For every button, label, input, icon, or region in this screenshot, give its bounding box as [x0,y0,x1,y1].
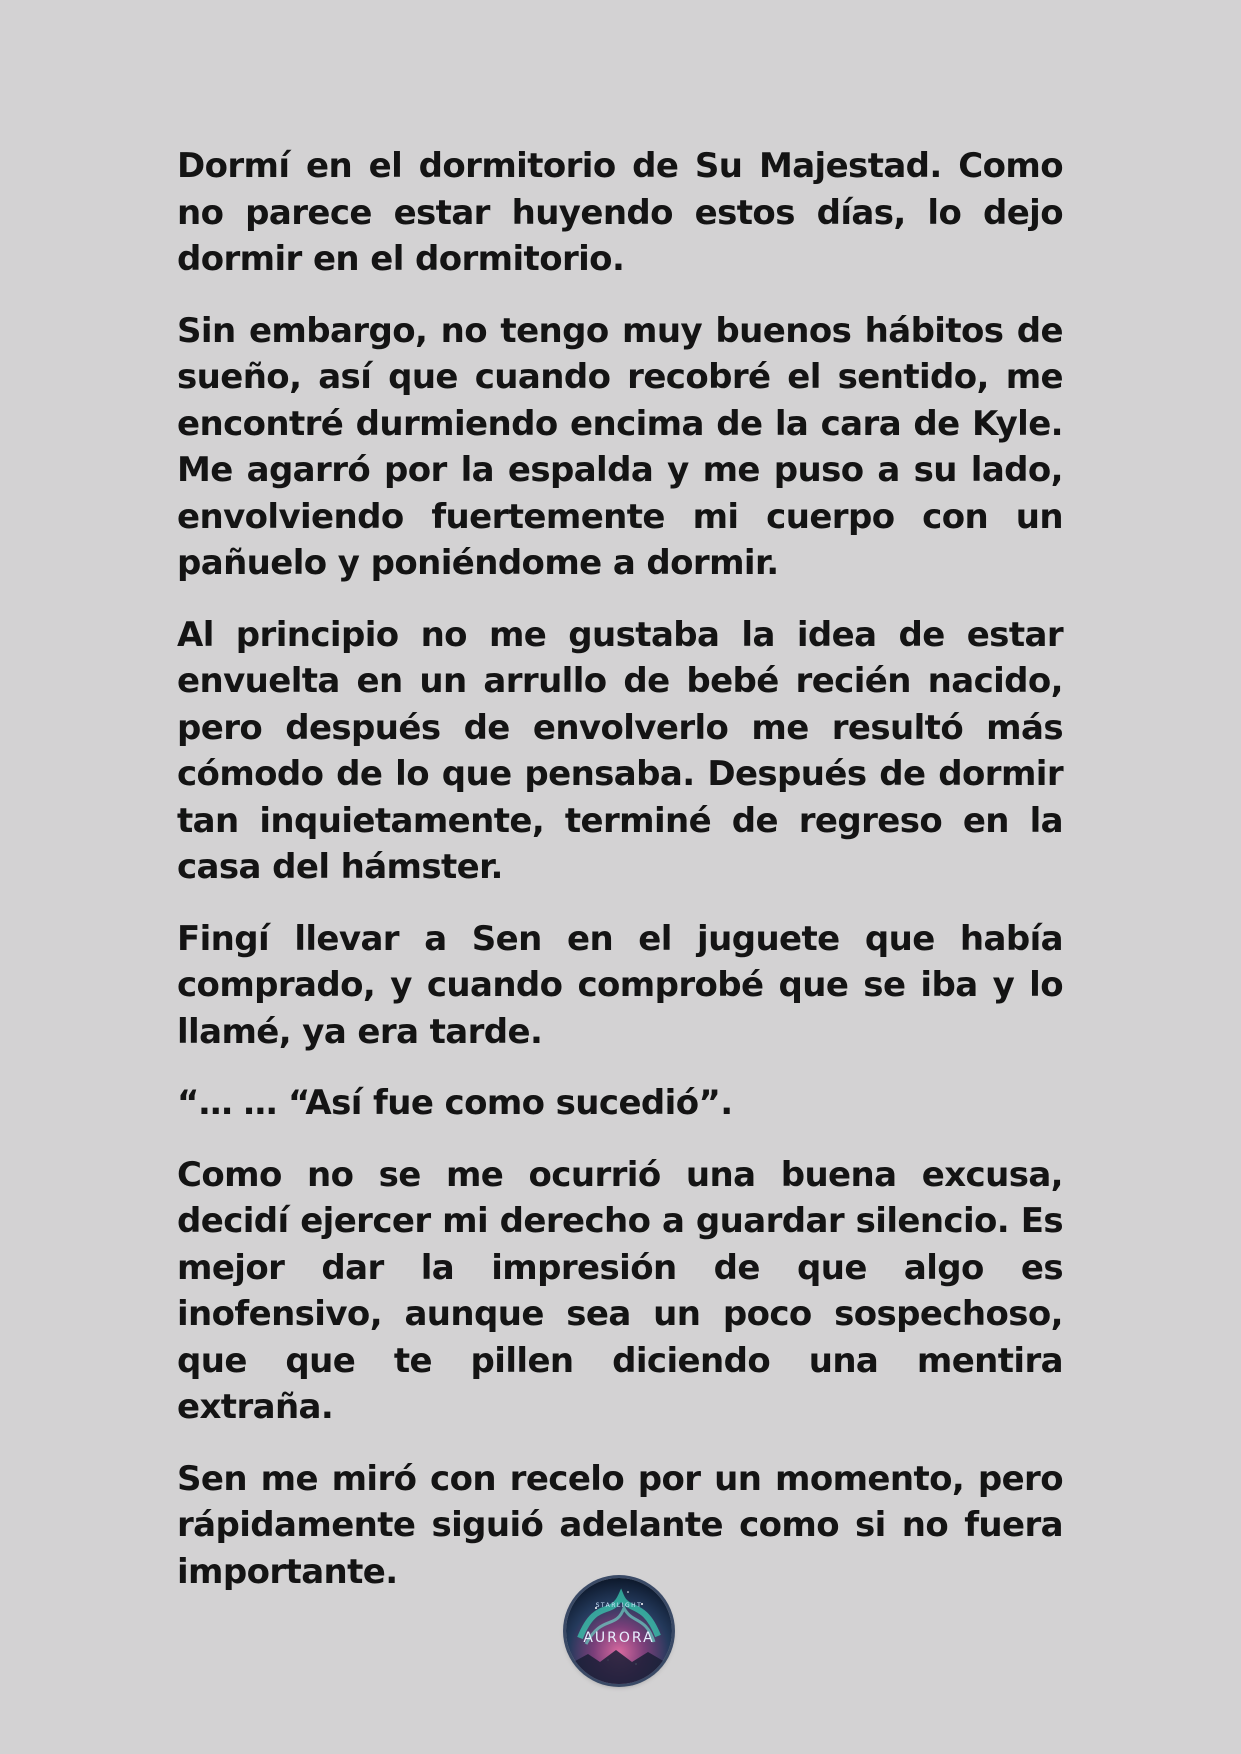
logo-word: AURORA [583,1630,655,1646]
logo-subtitle: STARLIGHT [595,1602,643,1609]
paragraph-1: Dormí en el dormitorio de Su Majestad. Como no parece estar huyendo estos días, lo dejo dormir en el dormitorio. [177,146,1063,279]
story-text [177,143,1063,1620]
paragraph-6: Como no se me ocurrió una buena excusa, decidí ejercer mi derecho a guardar silencio. Es mejor dar la impresión de que algo es inofensivo, aunque sea un poco sospechoso, que que te pillen diciendo una mentira extraña. [177,1154,1063,1427]
aurora-logo [566,1578,672,1684]
paragraph-7: Sen me miró con recelo por un momento, pero rápidamente siguió adelante como si no fuera importante. [177,1458,1063,1592]
paragraph-2: Sin embargo, no tengo muy buenos hábitos de sueño, así que cuando recobré el sentido, me encontré durmiendo encima de la cara de Kyle. Me agarró por la espalda y me puso a su lado, envolviendo fuertemente mi cuerpo con un pañuelo y poniéndome a dormir. [177,310,1063,583]
paragraph-4: Fingí llevar a Sen en el juguete que había comprado, y cuando comprobé que se iba y lo llamé, ya era tarde. [177,918,1063,1052]
paragraph-3: Al principio no me gustaba la idea de estar envuelta en un arrullo de bebé recién nacido, pero después de envolverlo me resultó más cómodo de lo que pensaba. Después de dormir tan inquietamente, terminé de regreso en la casa del hámster. [177,614,1063,887]
paragraph-5: “… … “Así fue como sucedió”. [177,1083,733,1123]
